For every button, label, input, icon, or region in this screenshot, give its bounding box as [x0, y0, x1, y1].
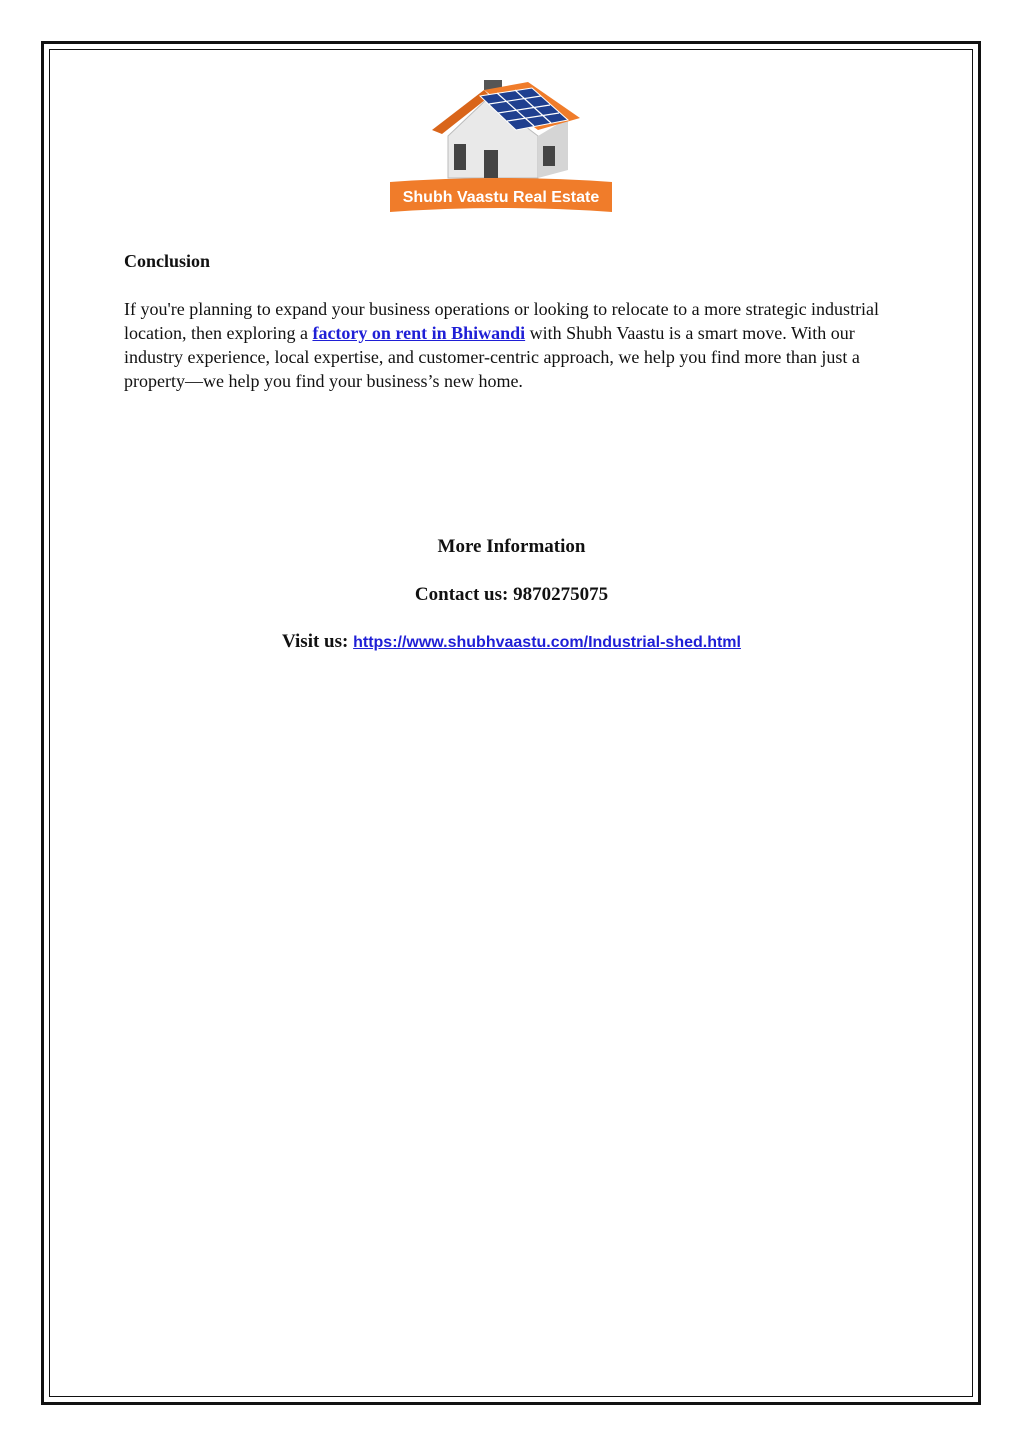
conclusion-text-after: with Shubh Vaastu is a smart move. With our industry experience, local expertise, and customer-centric approach, we help you find more than just a property—we help you find your business’s new home. [124, 323, 860, 391]
conclusion-text-before: If you're planning to expand your business operations or looking to relocate to a more strategic industrial location, then exploring a [124, 299, 880, 343]
house-logo-icon [388, 78, 614, 220]
visit-line [0, 631, 1023, 653]
website-link[interactable]: https://www.shubhvaastu.com/Industrial-shed.html [353, 634, 741, 651]
conclusion-paragraph [124, 297, 904, 393]
company-logo [388, 78, 614, 220]
visit-label: Visit us: [282, 631, 354, 652]
conclusion-heading: Conclusion [124, 251, 211, 271]
factory-rent-link[interactable]: factory on rent in Bhiwandi [312, 323, 526, 343]
logo-text: Shubh Vaastu Real Estate [402, 189, 600, 206]
more-information-heading: More Information [437, 536, 586, 557]
page-border [41, 41, 981, 1405]
contact-line: Contact us: 9870275075 [414, 584, 609, 605]
